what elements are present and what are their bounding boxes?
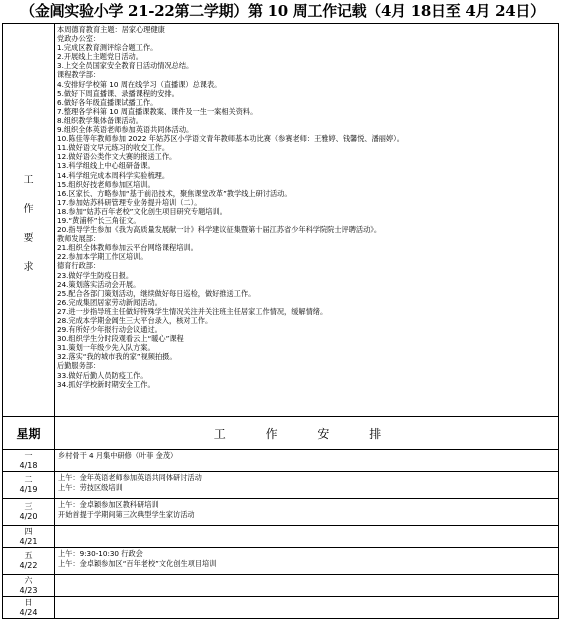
requirement-line: 后勤服务部：	[57, 361, 101, 371]
work-arrangement-item: 上午：金年英语老师参加英语共同体研讨活动	[58, 473, 202, 482]
schedule-header-row	[3, 417, 559, 450]
requirement-line: 33.做好后勤人员防疫工作。	[57, 370, 148, 380]
requirements-label-char: 作	[23, 203, 34, 215]
weekday-date: 4/22	[19, 561, 38, 570]
requirement-line: 2.开展线上主题党日活动。	[57, 52, 143, 62]
requirement-line: 30.组织学生分时段观看云上“暖心”课程	[57, 334, 184, 344]
requirement-line: 党政办公室：	[57, 34, 101, 44]
requirement-line: 32.落实“我的城市我的家”视频拍摄。	[57, 352, 177, 362]
requirements-row	[3, 24, 559, 417]
weekday-date: 4/23	[19, 585, 38, 595]
weekday-header: 星期	[3, 417, 55, 450]
schedule-row	[3, 597, 559, 619]
work-arrangement-cell	[55, 450, 559, 472]
requirement-line: 3.上交全员国家安全教育日活动情况总结。	[57, 61, 194, 71]
work-arrangement-item: 上午：9:30-10:30 行政会	[58, 549, 143, 558]
requirements-label-char: 工	[23, 174, 34, 186]
requirement-line: 13.科学组线上中心组研备课。	[57, 161, 155, 171]
weekday-date: 4/19	[19, 485, 38, 494]
schedule-row	[3, 472, 559, 499]
work-arrangement-cell	[55, 499, 559, 526]
weekday-cell	[3, 499, 55, 526]
weekday-cell	[3, 548, 55, 575]
requirements-label-char: 求	[23, 261, 34, 273]
weekday-name: 六	[24, 575, 33, 585]
requirement-line: 25.配合各部门策划活动，继续做好每日巡检，做好推送工作。	[57, 288, 256, 298]
requirement-line: 16.区家长、方略参加“基于前沿技术，聚焦课堂改革”教学线上研讨活动。	[57, 188, 292, 198]
requirement-line: 28.完成本学期金阊生三大平台录入，核对工作。	[57, 316, 213, 325]
work-arrangement-cell	[55, 575, 559, 597]
weekday-name: 五	[24, 551, 33, 560]
requirement-line: 本周德育教育主题：居家心理健康	[57, 25, 165, 34]
weekday-date: 4/24	[19, 607, 38, 617]
requirement-line: 6.做好各年级直播课试播工作。	[57, 97, 158, 107]
work-arrangement-cell	[55, 548, 559, 575]
requirement-line: 22.参加本学期工作区培训。	[57, 252, 148, 262]
requirement-line: 21.组织全体教师参加云平台网络课程培训。	[57, 243, 198, 253]
work-arrangement-item: 上午：金卓颖参加区教科研培训	[58, 500, 159, 509]
page-title: （金阊实验小学 21-22第二学期）第 10 周工作记载（4月 18日至 4月 24日）	[20, 2, 545, 20]
weekday-name: 二	[24, 475, 33, 484]
requirement-line: 17.参加姑苏科研管理专业务提升培训（二）。	[57, 197, 202, 207]
requirement-line: 11.做好语文早元练习的收交工作。	[57, 143, 170, 153]
weekday-cell	[3, 472, 55, 499]
work-arrangement-item: 乡村骨干 4 月集中研修（叶菲 金茂）	[58, 451, 178, 460]
work-arrangement-item: 上午：劳技区级培训	[58, 482, 123, 492]
requirement-line: 19.“黄浦杯”长三角征文。	[57, 215, 141, 225]
schedule-row	[3, 450, 559, 472]
work-arrangement-cell	[55, 597, 559, 619]
requirement-line: 20.指导学生参加《我为高质量发展献一计》科学建议征集暨第十届江苏省少年科学院院士评聘活动》。	[57, 225, 382, 235]
requirement-line: 18.参加“姑苏百年老校”文化创生项目研究专题培训。	[57, 206, 227, 216]
requirements-label	[24, 171, 34, 273]
weekday-cell	[3, 575, 55, 597]
requirement-line: 8.组织教学集体备课活动。	[57, 115, 143, 125]
requirement-line: 24.策划落实活动会开展。	[57, 279, 141, 289]
requirement-line: 10.陈佳等年教师参加 2022 年姑苏区小学语文青年教师基本功比赛（参赛老师：王雅婷、钱馨悦、潘丽婷）。	[57, 134, 404, 144]
requirement-line: 29.有所好少年报行动会议通过。	[57, 325, 162, 335]
weekday-date: 4/21	[19, 536, 38, 546]
schedule-row	[3, 548, 559, 575]
work-record-table	[2, 23, 559, 619]
requirement-line: 14.科学组完成本周科学实验梳理。	[57, 170, 170, 180]
requirement-line: 7.整理各学科第 10 周直播课教案、课件及一生一案相关资料。	[57, 106, 258, 116]
weekday-name: 三	[24, 502, 33, 511]
weekday-name: 一	[24, 450, 33, 460]
weekday-name: 日	[24, 597, 33, 607]
requirements-label-char: 要	[23, 232, 34, 244]
weekday-date: 4/18	[19, 460, 38, 470]
work-arrangement-cell	[55, 472, 559, 499]
requirement-line: 教师发展部：	[57, 234, 101, 244]
work-arrangement-header: 工 作 安 排	[55, 417, 559, 450]
weekday-cell	[3, 526, 55, 548]
requirement-line: 4.安排好学校第 10 周在线学习（直播课）总课表。	[57, 79, 222, 89]
requirement-line: 5.做好下周直播课、录播课程的安排。	[57, 88, 179, 98]
weekday-cell	[3, 597, 55, 619]
work-arrangement-item: 开始首提于学期间第三次典型学生家访活动	[58, 509, 195, 519]
requirement-line: 27.进一步指导班主任做好特殊学生情况关注并关注班主任居家工作情况，缓解情绪。	[57, 306, 328, 316]
requirement-line: 26.完成集团居家劳动新闻活动。	[57, 297, 162, 307]
requirement-line: 23.做好学生防疫日报。	[57, 270, 134, 280]
schedule-body	[3, 450, 559, 619]
work-arrangement-item: 上午：金卓颖参加区“百年老校”文化创生项目培训	[58, 558, 217, 568]
requirement-line: 31.策划一年级少先入队方案。	[57, 343, 155, 353]
requirement-line: 15.组织好技老师参加区培训。	[57, 179, 155, 189]
requirements-content	[55, 24, 559, 417]
requirement-line: 9.组织全体英语老师参加英语共同体活动。	[57, 125, 194, 135]
schedule-row	[3, 499, 559, 526]
requirements-label-cell	[3, 24, 55, 417]
requirement-line: 课程教学部：	[57, 70, 101, 80]
weekday-date: 4/20	[19, 512, 38, 521]
weekday-cell	[3, 450, 55, 472]
schedule-row	[3, 575, 559, 597]
work-arrangement-cell	[55, 526, 559, 548]
requirement-line: 34.抓好学校新时期安全工作。	[57, 379, 155, 389]
requirement-line: 1.完成区教育测评综合题工作。	[57, 43, 158, 53]
requirement-line: 德育行政部：	[57, 261, 101, 271]
weekday-name: 四	[24, 526, 33, 536]
schedule-row	[3, 526, 559, 548]
requirement-line: 12.做好语公类作文大赛的报送工作。	[57, 152, 177, 162]
